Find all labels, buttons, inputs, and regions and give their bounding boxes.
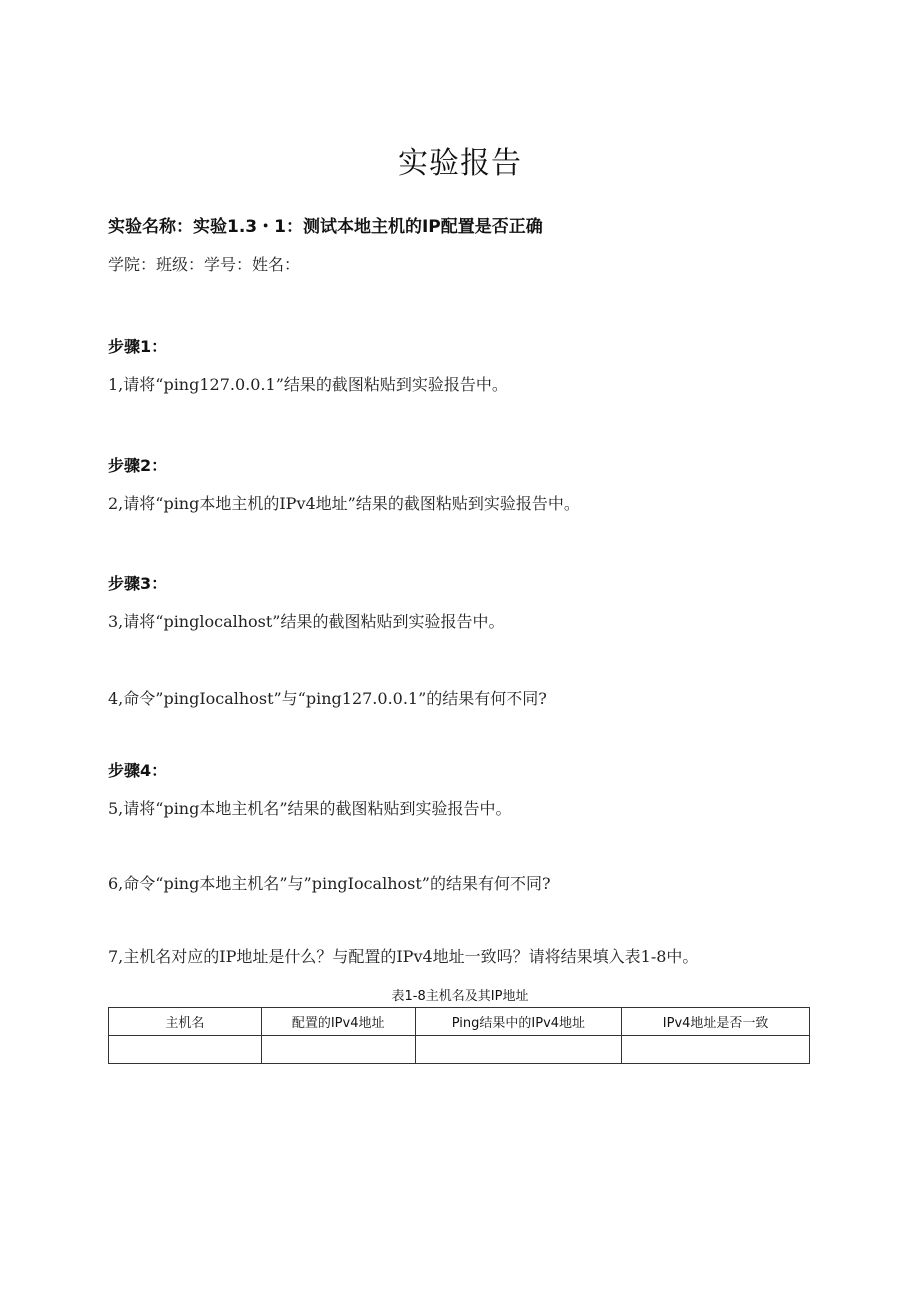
- question-5: 5,请将“ping本地主机名”结果的截图粘贴到实验报告中。: [108, 799, 512, 818]
- question-2: 2,请将“ping本地主机的IPv4地址”结果的截图粘贴到实验报告中。: [108, 494, 580, 513]
- table-header-row: [109, 1008, 810, 1036]
- table-cell: [261, 1036, 415, 1064]
- header-ipv4-match: IPv4地址是否一致: [622, 1008, 810, 1036]
- table-cell: [415, 1036, 622, 1064]
- table-row: [109, 1036, 810, 1064]
- experiment-name: 实验名称：实验1.3・1：测试本地主机的IP配置是否正确: [108, 217, 543, 237]
- question-3: 3,请将“pinglocalhost”结果的截图粘贴到实验报告中。: [108, 612, 505, 631]
- step-2-heading: 步骤2：: [108, 456, 168, 475]
- step-1-heading: 步骤1：: [108, 337, 168, 356]
- header-ping-ipv4: Ping结果中的IPv4地址: [415, 1008, 622, 1036]
- student-info: 学院：班级：学号：姓名：: [108, 255, 301, 274]
- hostname-ip-table: [108, 1007, 810, 1064]
- header-configured-ipv4: 配置的IPv4地址: [261, 1008, 415, 1036]
- question-1: 1,请将“ping127.0.0.1”结果的截图粘贴到实验报告中。: [108, 375, 508, 394]
- question-7: 7,主机名对应的IP地址是什么？与配置的IPv4地址一致吗？请将结果填入表1-8中。: [108, 947, 699, 966]
- question-6: 6,命令“ping本地主机名”与”pingIocalhost”的结果有何不同?: [108, 874, 551, 893]
- question-4: 4,命令”pingIocalhost”与“ping127.0.0.1”的结果有何不同?: [108, 689, 547, 708]
- table-cell: [109, 1036, 262, 1064]
- table-cell: [622, 1036, 810, 1064]
- header-hostname: 主机名: [109, 1008, 262, 1036]
- page-title: 实验报告: [398, 146, 522, 181]
- step-3-heading: 步骤3：: [108, 574, 168, 593]
- step-4-heading: 步骤4：: [108, 761, 168, 780]
- table-caption: 表1-8主机名及其IP地址: [391, 989, 529, 1004]
